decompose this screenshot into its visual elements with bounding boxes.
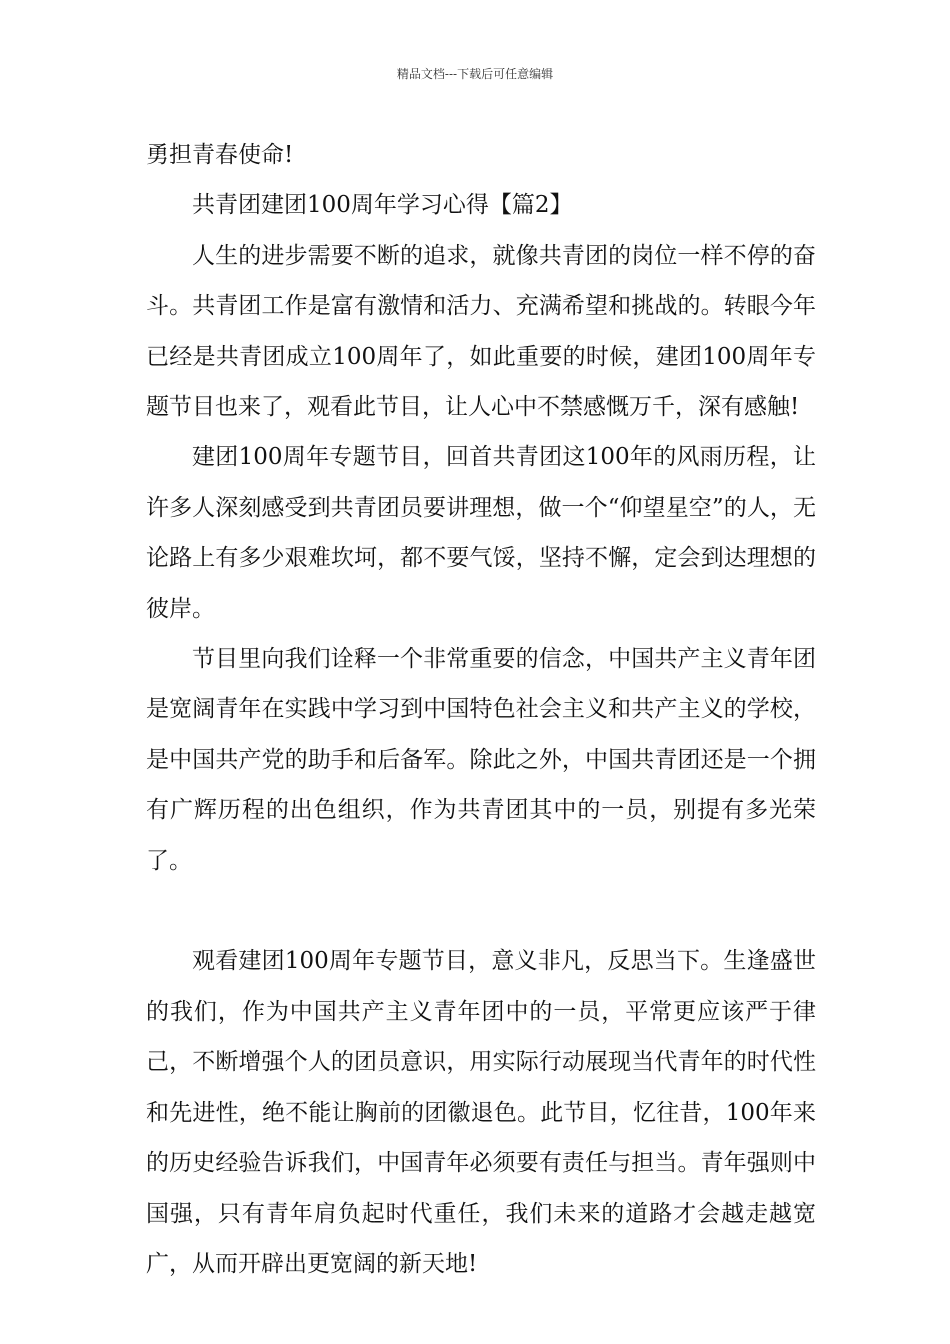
carryover-line: 勇担青春使命! [146, 142, 294, 168]
blank-line [146, 886, 816, 936]
paragraph-3: 节目里向我们诠释一个非常重要的信念，中国共产主义青年团是宽阔青年在实践中学习到中国特色社会主义和共产主义的学校，是中国共产党的助手和后备军。除此之外，中国共青团还是一个拥有广辉历程的出色组织，作为共青团其中的一员，别提有多光荣了。 [146, 646, 816, 874]
page-header: 精品文档---下载后可任意编辑 [396, 67, 554, 81]
section-title: 共青团建团100周年学习心得【篇2】 [192, 192, 573, 219]
paragraph-4: 观看建团100周年专题节目，意义非凡，反思当下。生逢盛世的我们，作为中国共产主义青年团中的一员，平常更应该严于律己，不断增强个人的团员意识，用实际行动展现当代青年的时代性和先进性，绝不能让胸前的团徽退色。此节目，忆往昔，100年来的历史经验告诉我们，中国青年必须要有责任与担当。青年强则中国强，只有青年肩负起时代重任，我们未来的道路才会越走越宽广，从而开辟出更宽阔的新天地! [146, 948, 816, 1277]
paragraph-2: 建团100周年专题节目，回首共青团这100年的风雨历程，让许多人深刻感受到共青团员要讲理想，做一个“仰望星空”的人，无论路上有多少艰难坎坷，都不要气馁，坚持不懈，定会到达理想的彼岸。 [146, 444, 816, 622]
paragraph-1: 人生的进步需要不断的追求，就像共青团的岗位一样不停的奋斗。共青团工作是富有激情和活力、充满希望和挑战的。转眼今年已经是共青团成立100周年了，如此重要的时候，建团100周年专题节目也来了，观看此节目，让人心中不禁感慨万千，深有感触! [146, 242, 816, 421]
document-body [146, 130, 816, 1289]
